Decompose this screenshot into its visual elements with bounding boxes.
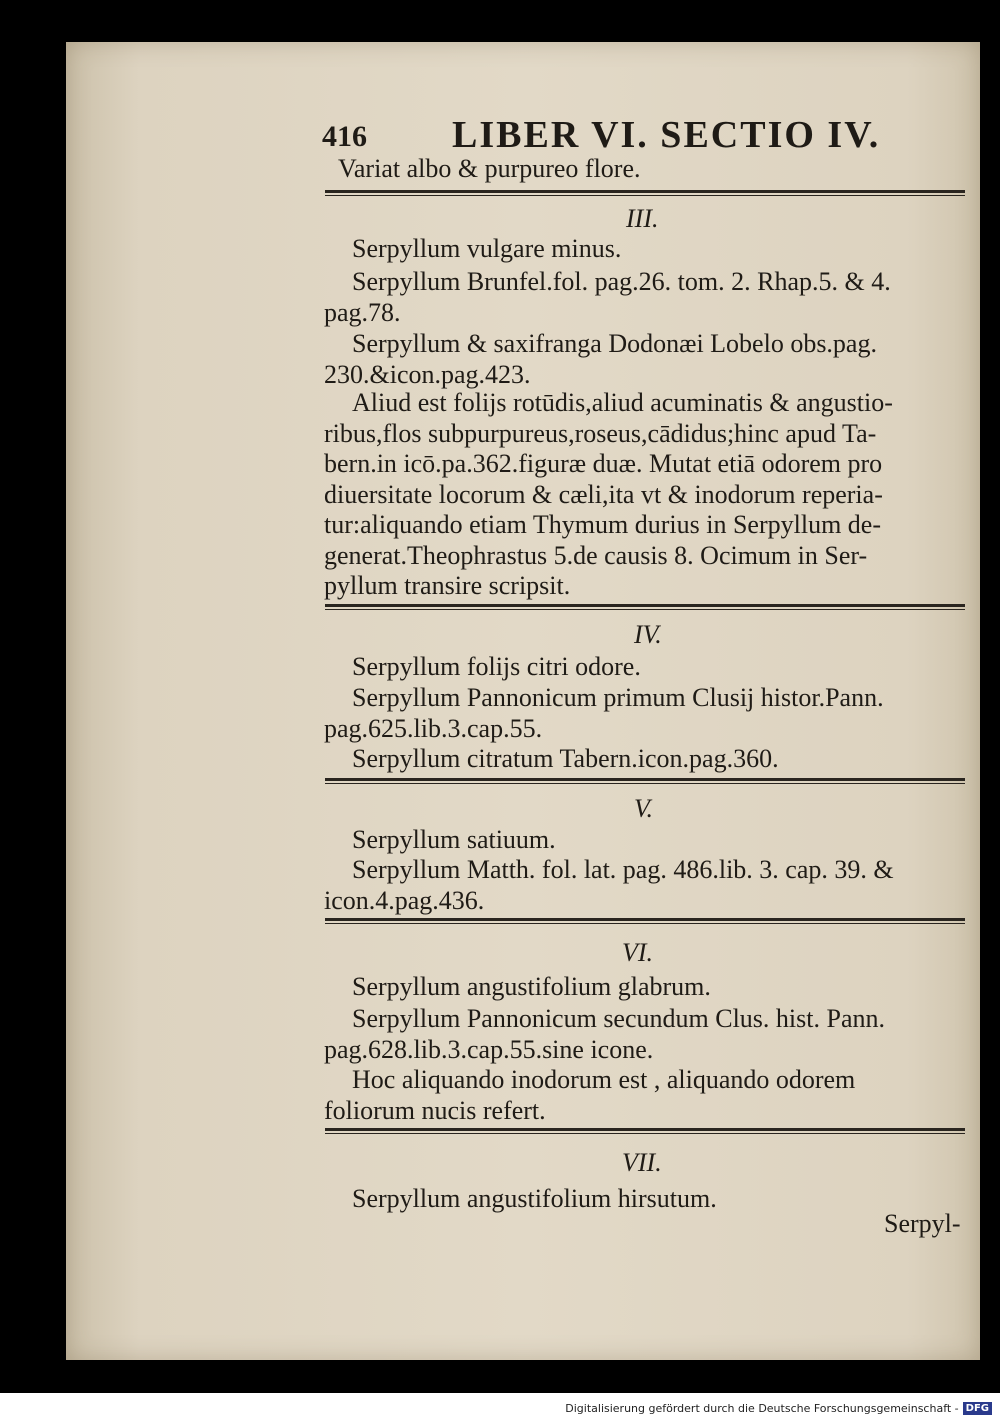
text-line: 230.&icon.pag.423. [324, 360, 531, 389]
text-line: foliorum nucis refert. [324, 1096, 546, 1125]
text-line: Serpyllum vulgare minus. [352, 234, 622, 263]
text-line: Serpyllum angustifolium glabrum. [352, 972, 711, 1001]
text-line: icon.4.pag.436. [324, 886, 485, 915]
text-line: Aliud est folijs rotūdis,aliud acuminatis & angustio- [352, 388, 893, 417]
footer-text: Digitalisierung gefördert durch die Deutsche Forschungsgemeinschaft - [565, 1402, 959, 1415]
dfg-logo: DFG [963, 1402, 992, 1415]
running-header: LIBER VI. SECTIO IV. [452, 114, 881, 156]
section-rule [325, 778, 965, 784]
text-line: ribus,flos subpurpureus,roseus,cādidus;hinc apud Ta- [324, 419, 877, 448]
text-line: bern.in icō.pa.362.figuræ duæ. Mutat etiā odorem pro [324, 449, 883, 478]
text-line: Serpyllum Brunfel.fol. pag.26. tom. 2. Rhap.5. & 4. [352, 267, 891, 296]
text-line: Hoc aliquando inodorum est , aliquando odorem [352, 1065, 856, 1094]
text-line: pag.78. [324, 298, 401, 327]
section-numeral: V. [634, 794, 654, 823]
text-line: tur:aliquando etiam Thymum durius in Serpyllum de- [324, 510, 881, 539]
catchword: Serpyl- [884, 1209, 961, 1238]
text-line: Serpyllum Pannonicum secundum Clus. hist. Pann. [352, 1004, 885, 1033]
section-rule [325, 918, 965, 924]
text-line: Serpyllum angustifolium hirsutum. [352, 1184, 717, 1213]
section-numeral: III. [626, 204, 659, 233]
text-line: pag.625.lib.3.cap.55. [324, 714, 543, 743]
text-line: Variat albo & purpureo flore. [338, 154, 641, 183]
footer [565, 1402, 992, 1415]
section-rule [325, 604, 965, 610]
section-numeral: IV. [634, 620, 662, 649]
text-line: Serpyllum satiuum. [352, 825, 556, 854]
section-rule [325, 190, 965, 196]
text-line: generat.Theophrastus 5.de causis 8. Ocimum in Ser- [324, 541, 868, 570]
text-line: pyllum transire scripsit. [324, 571, 571, 600]
text-line: diuersitate locorum & cæli,ita vt & inodorum reperia- [324, 480, 883, 509]
text-line: Serpyllum Matth. fol. lat. pag. 486.lib. 3. cap. 39. & [352, 855, 894, 884]
text-line: Serpyllum & saxifranga Dodonæi Lobelo obs.pag. [352, 329, 877, 358]
section-numeral: VI. [622, 938, 654, 967]
section-numeral: VII. [622, 1148, 662, 1177]
section-rule [325, 1128, 965, 1134]
text-line: pag.628.lib.3.cap.55.sine icone. [324, 1035, 654, 1064]
page-number: 416 [322, 120, 367, 153]
text-line: Serpyllum Pannonicum primum Clusij histor.Pann. [352, 683, 884, 712]
text-line: Serpyllum citratum Tabern.icon.pag.360. [352, 744, 779, 773]
text-line: Serpyllum folijs citri odore. [352, 652, 641, 681]
